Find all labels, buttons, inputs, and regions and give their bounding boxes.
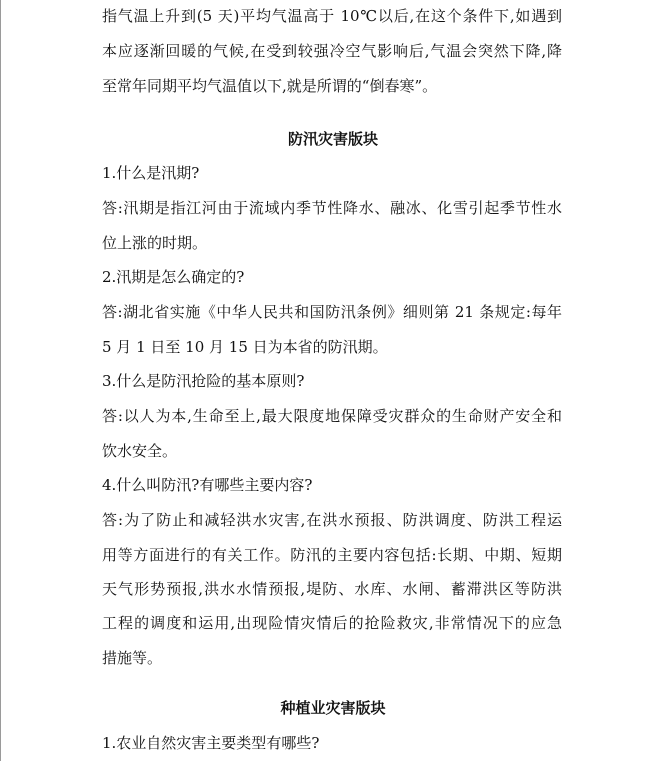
- flood-answer-4-line-4: 工程的调度和运用,出现险情灾情后的抢险救灾,非常情况下的应急: [102, 614, 562, 632]
- flood-question-2: 2.汛期是怎么确定的?: [102, 268, 245, 286]
- intro-line-1: 指气温上升到(5 天)平均气温高于 10℃以后,在这个条件下,如遇到: [102, 7, 562, 25]
- page-left-border: [0, 0, 1, 761]
- flood-answer-4-line-2: 用等方面进行的有关工作。防汛的主要内容包括:长期、中期、短期: [102, 546, 562, 564]
- flood-question-4: 4.什么叫防汛?有哪些主要内容?: [102, 476, 313, 494]
- flood-answer-2-line-1: 答:湖北省实施《中华人民共和国防汛条例》细则第 21 条规定:每年: [102, 303, 562, 321]
- flood-answer-1-line-2: 位上涨的时期。: [102, 234, 208, 252]
- planting-question-1: 1.农业自然灾害主要类型有哪些?: [102, 734, 320, 752]
- flood-answer-3-line-2: 饮水安全。: [102, 442, 178, 460]
- flood-answer-3-line-1: 答:以人为本,生命至上,最大限度地保障受灾群众的生命财产安全和: [102, 407, 562, 425]
- intro-line-2: 本应逐渐回暖的气候,在受到较强冷空气影响后,气温会突然下降,降: [102, 42, 562, 60]
- flood-answer-4-line-3: 天气形势预报,洪水水情预报,堤防、水库、水闸、蓄滞洪区等防洪: [102, 580, 562, 598]
- intro-line-3: 至常年同期平均气温值以下,就是所谓的“倒春寒”。: [102, 77, 438, 95]
- flood-section-title: 防汛灾害版块: [287, 130, 378, 148]
- flood-question-3: 3.什么是防汛抢险的基本原则?: [102, 372, 305, 390]
- planting-section-title: 种植业灾害版块: [280, 699, 386, 717]
- flood-answer-4-line-1: 答:为了防止和减轻洪水灾害,在洪水预报、防洪调度、防洪工程运: [102, 511, 562, 529]
- flood-answer-4-line-5: 措施等。: [102, 649, 163, 667]
- flood-answer-2-line-2: 5 月 1 日至 10 月 15 日为本省的防汛期。: [102, 338, 388, 356]
- flood-question-1: 1.什么是汛期?: [102, 164, 200, 182]
- flood-answer-1-line-1: 答:汛期是指江河由于流域内季节性降水、融冰、化雪引起季节性水: [102, 199, 562, 217]
